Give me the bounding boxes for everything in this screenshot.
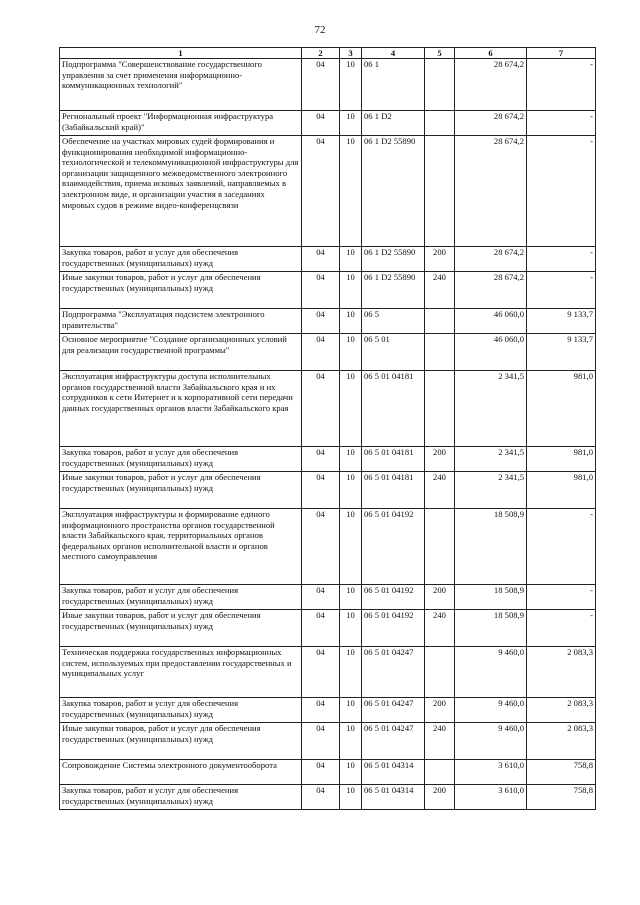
table-row (60, 136, 596, 247)
row-amount-7: 9 133,7 (527, 309, 596, 334)
row-code-2: 04 (302, 585, 340, 610)
row-amount-6: 2 341,5 (455, 472, 527, 509)
row-code-4: 06 1 D2 (362, 111, 425, 136)
row-code-4: 06 5 01 04181 (362, 371, 425, 447)
table-row (60, 334, 596, 371)
row-amount-7: 2 083,3 (527, 647, 596, 698)
row-name: Закупка товаров, работ и услуг для обеспечения государственных (муниципальных) нужд (60, 585, 302, 610)
row-amount-6: 9 460,0 (455, 698, 527, 723)
table-row (60, 698, 596, 723)
row-code-4: 06 5 01 04247 (362, 647, 425, 698)
row-amount-7: - (527, 610, 596, 647)
row-name: Закупка товаров, работ и услуг для обеспечения государственных (муниципальных) нужд (60, 447, 302, 472)
row-amount-7: - (527, 136, 596, 247)
row-amount-7: 981,0 (527, 447, 596, 472)
column-header: 6 (455, 48, 527, 59)
row-code-3: 10 (340, 472, 362, 509)
row-amount-6: 9 460,0 (455, 647, 527, 698)
row-code-5 (425, 509, 455, 585)
row-code-2: 04 (302, 509, 340, 585)
row-code-3: 10 (340, 247, 362, 272)
row-amount-7: 981,0 (527, 371, 596, 447)
column-header: 1 (60, 48, 302, 59)
row-amount-7: - (527, 111, 596, 136)
row-name: Иные закупки товаров, работ и услуг для обеспечения государственных (муниципальных) нужд (60, 272, 302, 309)
row-code-5: 240 (425, 272, 455, 309)
row-name: Иные закупки товаров, работ и услуг для обеспечения государственных (муниципальных) нужд (60, 723, 302, 760)
row-name: Закупка товаров, работ и услуг для обеспечения государственных (муниципальных) нужд (60, 785, 302, 810)
row-code-4: 06 5 01 04192 (362, 509, 425, 585)
row-amount-6: 46 060,0 (455, 309, 527, 334)
row-code-5: 200 (425, 585, 455, 610)
row-code-3: 10 (340, 647, 362, 698)
row-code-2: 04 (302, 698, 340, 723)
row-code-3: 10 (340, 371, 362, 447)
table-row (60, 247, 596, 272)
row-code-3: 10 (340, 585, 362, 610)
table-row (60, 647, 596, 698)
row-code-5 (425, 59, 455, 111)
table-row (60, 371, 596, 447)
row-code-5: 240 (425, 610, 455, 647)
row-amount-7: - (527, 272, 596, 309)
row-amount-7: 2 083,3 (527, 723, 596, 760)
row-code-2: 04 (302, 309, 340, 334)
row-amount-7: 9 133,7 (527, 334, 596, 371)
row-code-4: 06 1 D2 55890 (362, 247, 425, 272)
row-amount-7: - (527, 247, 596, 272)
row-code-2: 04 (302, 760, 340, 785)
row-code-2: 04 (302, 247, 340, 272)
row-code-5: 240 (425, 723, 455, 760)
row-code-4: 06 5 01 04181 (362, 472, 425, 509)
row-name: Эксплуатация инфраструктуры доступа исполнительных органов государственной власти Забайкальского края и их сотрудников к сети Интернет и к корпоративной сети передачи данных государственных органов власти Забайкальского края (60, 371, 302, 447)
row-code-4: 06 5 (362, 309, 425, 334)
table-row (60, 723, 596, 760)
row-code-5 (425, 647, 455, 698)
row-name: Обеспечение на участках мировых судей формирования и функционирования необходимой информационно-технологической и телекоммуникационной инфраструктуры для организации защищенного межведомственного электронного взаимодействия, приема исковых заявлений, направляемых в электронном виде, и организации участия в заседаниях мировых судов в режиме видео-конференцсвязи (60, 136, 302, 247)
row-code-5: 200 (425, 447, 455, 472)
row-code-5: 240 (425, 472, 455, 509)
row-code-2: 04 (302, 59, 340, 111)
table-row (60, 111, 596, 136)
row-code-2: 04 (302, 111, 340, 136)
row-code-4: 06 1 (362, 59, 425, 111)
row-amount-7: - (527, 509, 596, 585)
row-code-3: 10 (340, 309, 362, 334)
row-amount-6: 28 674,2 (455, 136, 527, 247)
row-code-2: 04 (302, 610, 340, 647)
row-code-2: 04 (302, 472, 340, 509)
row-code-3: 10 (340, 785, 362, 810)
column-header: 2 (302, 48, 340, 59)
row-name: Подпрограмма "Эксплуатация подсистем электронного правительства" (60, 309, 302, 334)
row-name: Иные закупки товаров, работ и услуг для обеспечения государственных (муниципальных) нужд (60, 472, 302, 509)
row-code-3: 10 (340, 509, 362, 585)
row-amount-7: 758,8 (527, 785, 596, 810)
row-code-3: 10 (340, 760, 362, 785)
row-code-3: 10 (340, 272, 362, 309)
row-amount-6: 46 060,0 (455, 334, 527, 371)
row-amount-6: 9 460,0 (455, 723, 527, 760)
row-code-5 (425, 371, 455, 447)
table-row (60, 447, 596, 472)
row-amount-7: 2 083,3 (527, 698, 596, 723)
row-code-3: 10 (340, 610, 362, 647)
table-row (60, 785, 596, 810)
row-amount-6: 28 674,2 (455, 247, 527, 272)
row-name: Иные закупки товаров, работ и услуг для обеспечения государственных (муниципальных) нужд (60, 610, 302, 647)
row-amount-6: 18 508,9 (455, 585, 527, 610)
row-name: Сопровождение Системы электронного документооборота (60, 760, 302, 785)
row-code-4: 06 5 01 04247 (362, 698, 425, 723)
row-code-4: 06 5 01 04192 (362, 610, 425, 647)
row-code-5 (425, 136, 455, 247)
row-code-4: 06 5 01 04181 (362, 447, 425, 472)
table-row (60, 610, 596, 647)
page-number: 72 (314, 24, 326, 36)
row-code-2: 04 (302, 723, 340, 760)
row-code-4: 06 5 01 04192 (362, 585, 425, 610)
row-code-2: 04 (302, 334, 340, 371)
table-row (60, 272, 596, 309)
table-row (60, 509, 596, 585)
row-code-5 (425, 111, 455, 136)
row-amount-6: 18 508,9 (455, 509, 527, 585)
row-amount-7: - (527, 59, 596, 111)
table-row (60, 585, 596, 610)
row-code-4: 06 5 01 (362, 334, 425, 371)
row-code-2: 04 (302, 272, 340, 309)
row-name: Техническая поддержка государственных информационных систем, используемых при предоставлении государственных и муниципальных услуг (60, 647, 302, 698)
column-header: 4 (362, 48, 425, 59)
row-amount-6: 28 674,2 (455, 111, 527, 136)
row-amount-6: 3 610,0 (455, 785, 527, 810)
row-code-4: 06 5 01 04247 (362, 723, 425, 760)
table-row (60, 760, 596, 785)
row-code-5 (425, 760, 455, 785)
row-amount-6: 3 610,0 (455, 760, 527, 785)
row-name: Эксплуатация инфраструктуры и формирование единого информационного пространства органов государственной власти Забайкальского края, территориальных органов федеральных органов исполнительной власти и органов местного самоуправления (60, 509, 302, 585)
row-code-3: 10 (340, 334, 362, 371)
header-row (60, 48, 596, 59)
table-row (60, 59, 596, 111)
row-code-3: 10 (340, 723, 362, 760)
row-code-4: 06 5 01 04314 (362, 760, 425, 785)
row-amount-7: 758,8 (527, 760, 596, 785)
row-code-4: 06 1 D2 55890 (362, 136, 425, 247)
row-code-5: 200 (425, 247, 455, 272)
row-code-5: 200 (425, 785, 455, 810)
row-code-2: 04 (302, 371, 340, 447)
row-code-5: 200 (425, 698, 455, 723)
table-row (60, 472, 596, 509)
row-code-3: 10 (340, 111, 362, 136)
row-amount-7: - (527, 585, 596, 610)
row-amount-6: 28 674,2 (455, 272, 527, 309)
row-name: Закупка товаров, работ и услуг для обеспечения государственных (муниципальных) нужд (60, 698, 302, 723)
column-header: 7 (527, 48, 596, 59)
row-code-2: 04 (302, 647, 340, 698)
column-header: 5 (425, 48, 455, 59)
row-amount-6: 2 341,5 (455, 371, 527, 447)
row-amount-6: 2 341,5 (455, 447, 527, 472)
row-name: Основное мероприятие "Создание организационных условий для реализации государственной программы" (60, 334, 302, 371)
row-code-3: 10 (340, 698, 362, 723)
table-row (60, 309, 596, 334)
row-amount-7: 981,0 (527, 472, 596, 509)
row-code-5 (425, 309, 455, 334)
row-amount-6: 28 674,2 (455, 59, 527, 111)
row-code-3: 10 (340, 447, 362, 472)
row-code-2: 04 (302, 136, 340, 247)
column-header: 3 (340, 48, 362, 59)
budget-table (59, 47, 596, 810)
row-code-4: 06 5 01 04314 (362, 785, 425, 810)
row-name: Подпрограмма "Совершенствование государственного управления за счет применения информационно-коммуникационных технологий" (60, 59, 302, 111)
row-code-2: 04 (302, 785, 340, 810)
row-code-3: 10 (340, 136, 362, 247)
row-code-5 (425, 334, 455, 371)
row-name: Закупка товаров, работ и услуг для обеспечения государственных (муниципальных) нужд (60, 247, 302, 272)
row-code-4: 06 1 D2 55890 (362, 272, 425, 309)
row-amount-6: 18 508,9 (455, 610, 527, 647)
row-name: Региональный проект "Информационная инфраструктура (Забайкальский край)" (60, 111, 302, 136)
row-code-3: 10 (340, 59, 362, 111)
row-code-2: 04 (302, 447, 340, 472)
